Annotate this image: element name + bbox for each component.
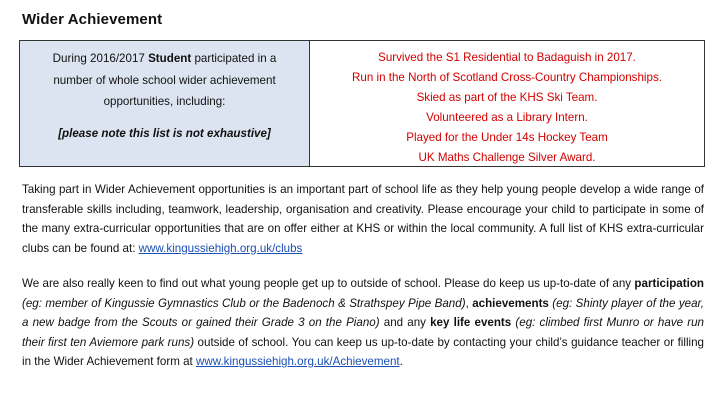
description-text: participated in a — [191, 52, 277, 65]
participation-example: (eg: member of Kingussie Gymnastics Club or the Badenoch & Strathspey Pipe Band) — [22, 296, 466, 310]
achievement-item: Played for the Under 14s Hockey Team — [406, 131, 608, 144]
participation-description-cell — [20, 41, 310, 166]
achievement-item: Run in the North of Scotland Cross-Country Championships. — [352, 71, 662, 84]
paragraph-text: outside of school. You can keep us up-to-date by contacting your child’s guidance teacher or filling in the Wider Achievement form at — [22, 335, 704, 368]
paragraph-text: We are also really keen to find out what young people get up to outside of school. Please do keep us up-to-date of any — [22, 277, 635, 290]
paragraph-text: and any — [379, 316, 431, 329]
outside-school-paragraph — [22, 274, 704, 372]
key-life-events-term: key life events — [430, 316, 512, 329]
achievement-item: Volunteered as a Library Intern. — [426, 111, 588, 124]
achievement-summary-table — [19, 40, 705, 167]
student-name: Student — [148, 52, 192, 65]
exhaustive-note: [please note this list is not exhaustive] — [58, 126, 271, 140]
clubs-link[interactable]: www.kingussiehigh.org.uk/clubs — [138, 241, 303, 255]
achievement-item: Skied as part of the KHS Ski Team. — [416, 91, 598, 104]
paragraph-text: , — [465, 296, 473, 310]
participation-term: participation — [634, 277, 704, 290]
paragraph-text: . — [399, 355, 403, 368]
achievement-item: UK Maths Challenge Silver Award. — [418, 151, 596, 164]
achievement-form-link[interactable]: www.kingussiehigh.org.uk/Achievement — [195, 355, 400, 368]
achievements-list-cell — [310, 41, 704, 166]
page-title: Wider Achievement — [22, 11, 163, 28]
description-line-2: number of whole school wider achievement — [53, 73, 276, 87]
description-text: During 2016/2017 — [52, 52, 149, 65]
wider-achievement-paragraph — [22, 180, 704, 258]
achievement-item: Survived the S1 Residential to Badaguish in 2017. — [378, 51, 636, 64]
description-line-3: opportunities, including: — [103, 95, 226, 108]
achievements-example: (eg: Shinty player of the year, a new badge from the Scouts or gained their Grade 3 on the Piano) — [22, 296, 704, 329]
key-life-events-example: (eg: climbed first Munro or have run their first ten Aviemore park runs) — [22, 316, 704, 349]
paragraph-text: Taking part in Wider Achievement opportunities is an important part of school life as they help young people develop a wide range of transferable skills including, teamwork, leadership, organisation and creativity. Please encourage your child to participate in some of the many extra-curricular opportunities that are on offer either at KHS or within the local community. A full list of KHS extra-curricular clubs can be found at: — [22, 183, 704, 255]
description-line-1 — [26, 48, 303, 70]
achievements-term: achievements — [472, 296, 549, 310]
